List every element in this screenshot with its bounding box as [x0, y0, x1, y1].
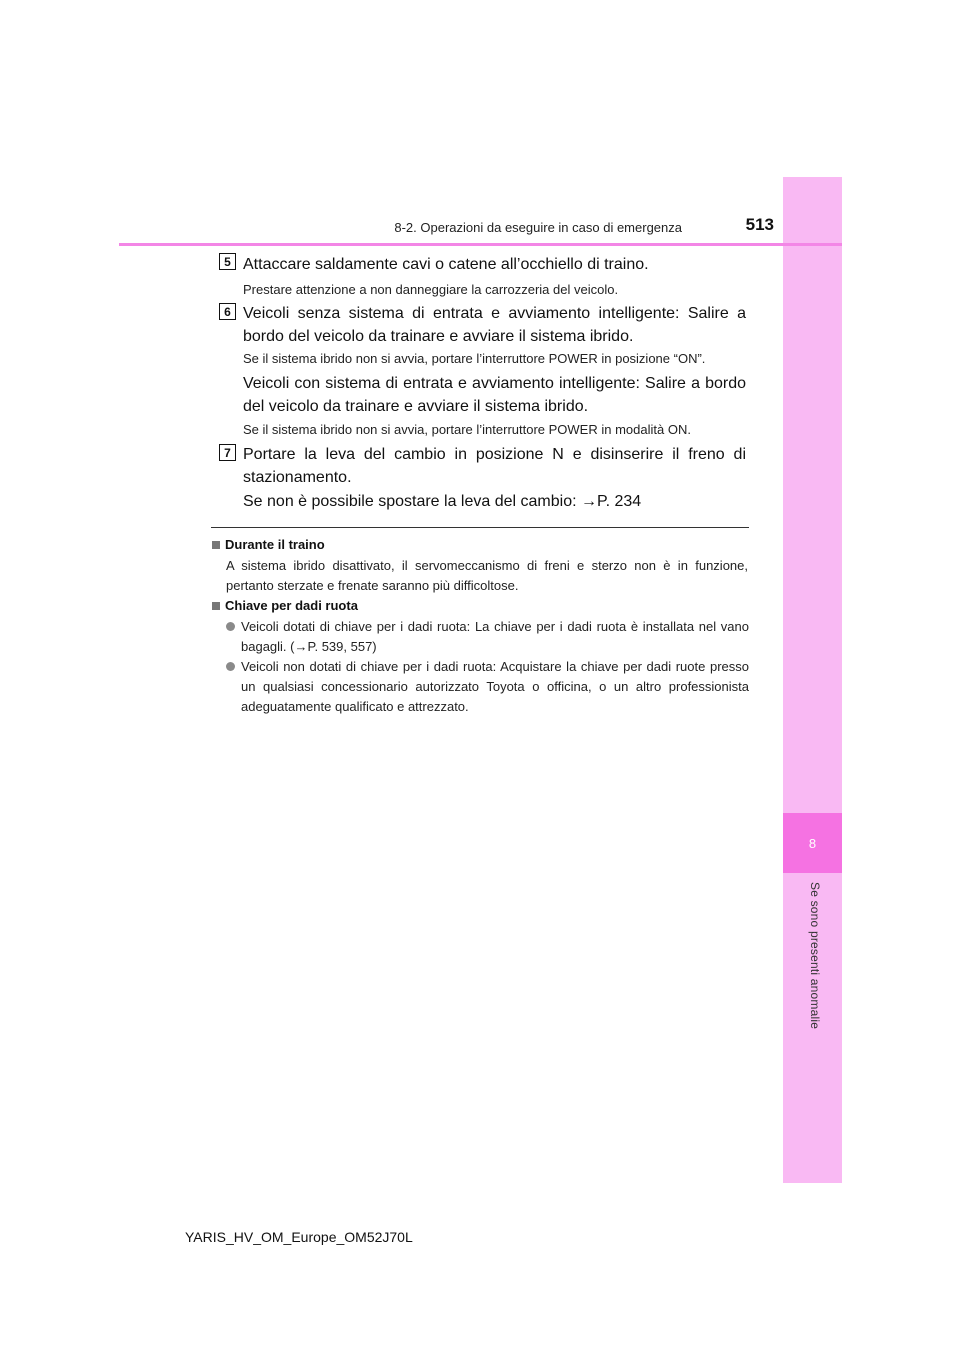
note-bullet-1: Veicoli dotati di chiave per i dadi ruota: La chiave per i dadi ruota è installata nel vano bagagli. (→P. 539, 557): [241, 619, 749, 654]
step-number-7: 7: [219, 444, 236, 461]
note-body-towing: A sistema ibrido disattivato, il servomeccanismo di freni e sterzo non è in funzione, pertanto sterzate e frenate saranno più difficoltose.: [226, 558, 748, 593]
round-bullet-icon: [226, 662, 235, 671]
step-6-text-alt: Veicoli con sistema di entrata e avviamento intelligente: Salire a bordo del veicolo da trainare e avviare il sistema ibrido.: [243, 375, 746, 415]
note-heading-towing: Durante il traino: [225, 537, 325, 552]
step-number-5: 5: [219, 253, 236, 270]
step-6-text: Veicoli senza sistema di entrata e avviamento intelligente: Salire a bordo del veicolo da trainare e avviare il sistema ibrido.: [243, 305, 746, 345]
note-bullet-2: Veicoli non dotati di chiave per i dadi ruota: Acquistare la chiave per dadi ruote presso un qualsiasi concessionario autorizzato Toyota o officina, o un altro professionista adeguatamente qualificato e attrezzato.: [241, 659, 749, 714]
section-title: 8-2. Operazioni da eseguire in caso di emergenza: [394, 220, 682, 235]
step-5-text: Attaccare saldamente cavi o catene all’occhiello di traino.: [243, 256, 649, 273]
step-6-note-alt: Se il sistema ibrido non si avvia, portare l’interruttore POWER in modalità ON.: [243, 422, 691, 437]
note-heading-wrench: Chiave per dadi ruota: [225, 598, 358, 613]
step-6-note: Se il sistema ibrido non si avvia, portare l’interruttore POWER in posizione “ON”.: [243, 351, 706, 366]
header-rule: [119, 243, 842, 246]
step-number-6: 6: [219, 303, 236, 320]
step-5-note: Prestare attenzione a non danneggiare la carrozzeria del veicolo.: [243, 282, 619, 297]
chapter-number: 8: [783, 813, 842, 873]
step-7-text-alt: Se non è possibile spostare la leva del cambio: →P. 234: [243, 493, 642, 510]
square-bullet-icon: [212, 602, 220, 610]
section-divider: [211, 527, 749, 528]
page-number: 513: [745, 215, 774, 234]
step-7-text: Portare la leva del cambio in posizione N e disinserire il freno di stazionamento.: [243, 446, 746, 486]
square-bullet-icon: [212, 541, 220, 549]
document-id: YARIS_HV_OM_Europe_OM52J70L: [185, 1229, 413, 1245]
chapter-title: Se sono presenti anomalie: [808, 882, 822, 1030]
round-bullet-icon: [226, 622, 235, 631]
